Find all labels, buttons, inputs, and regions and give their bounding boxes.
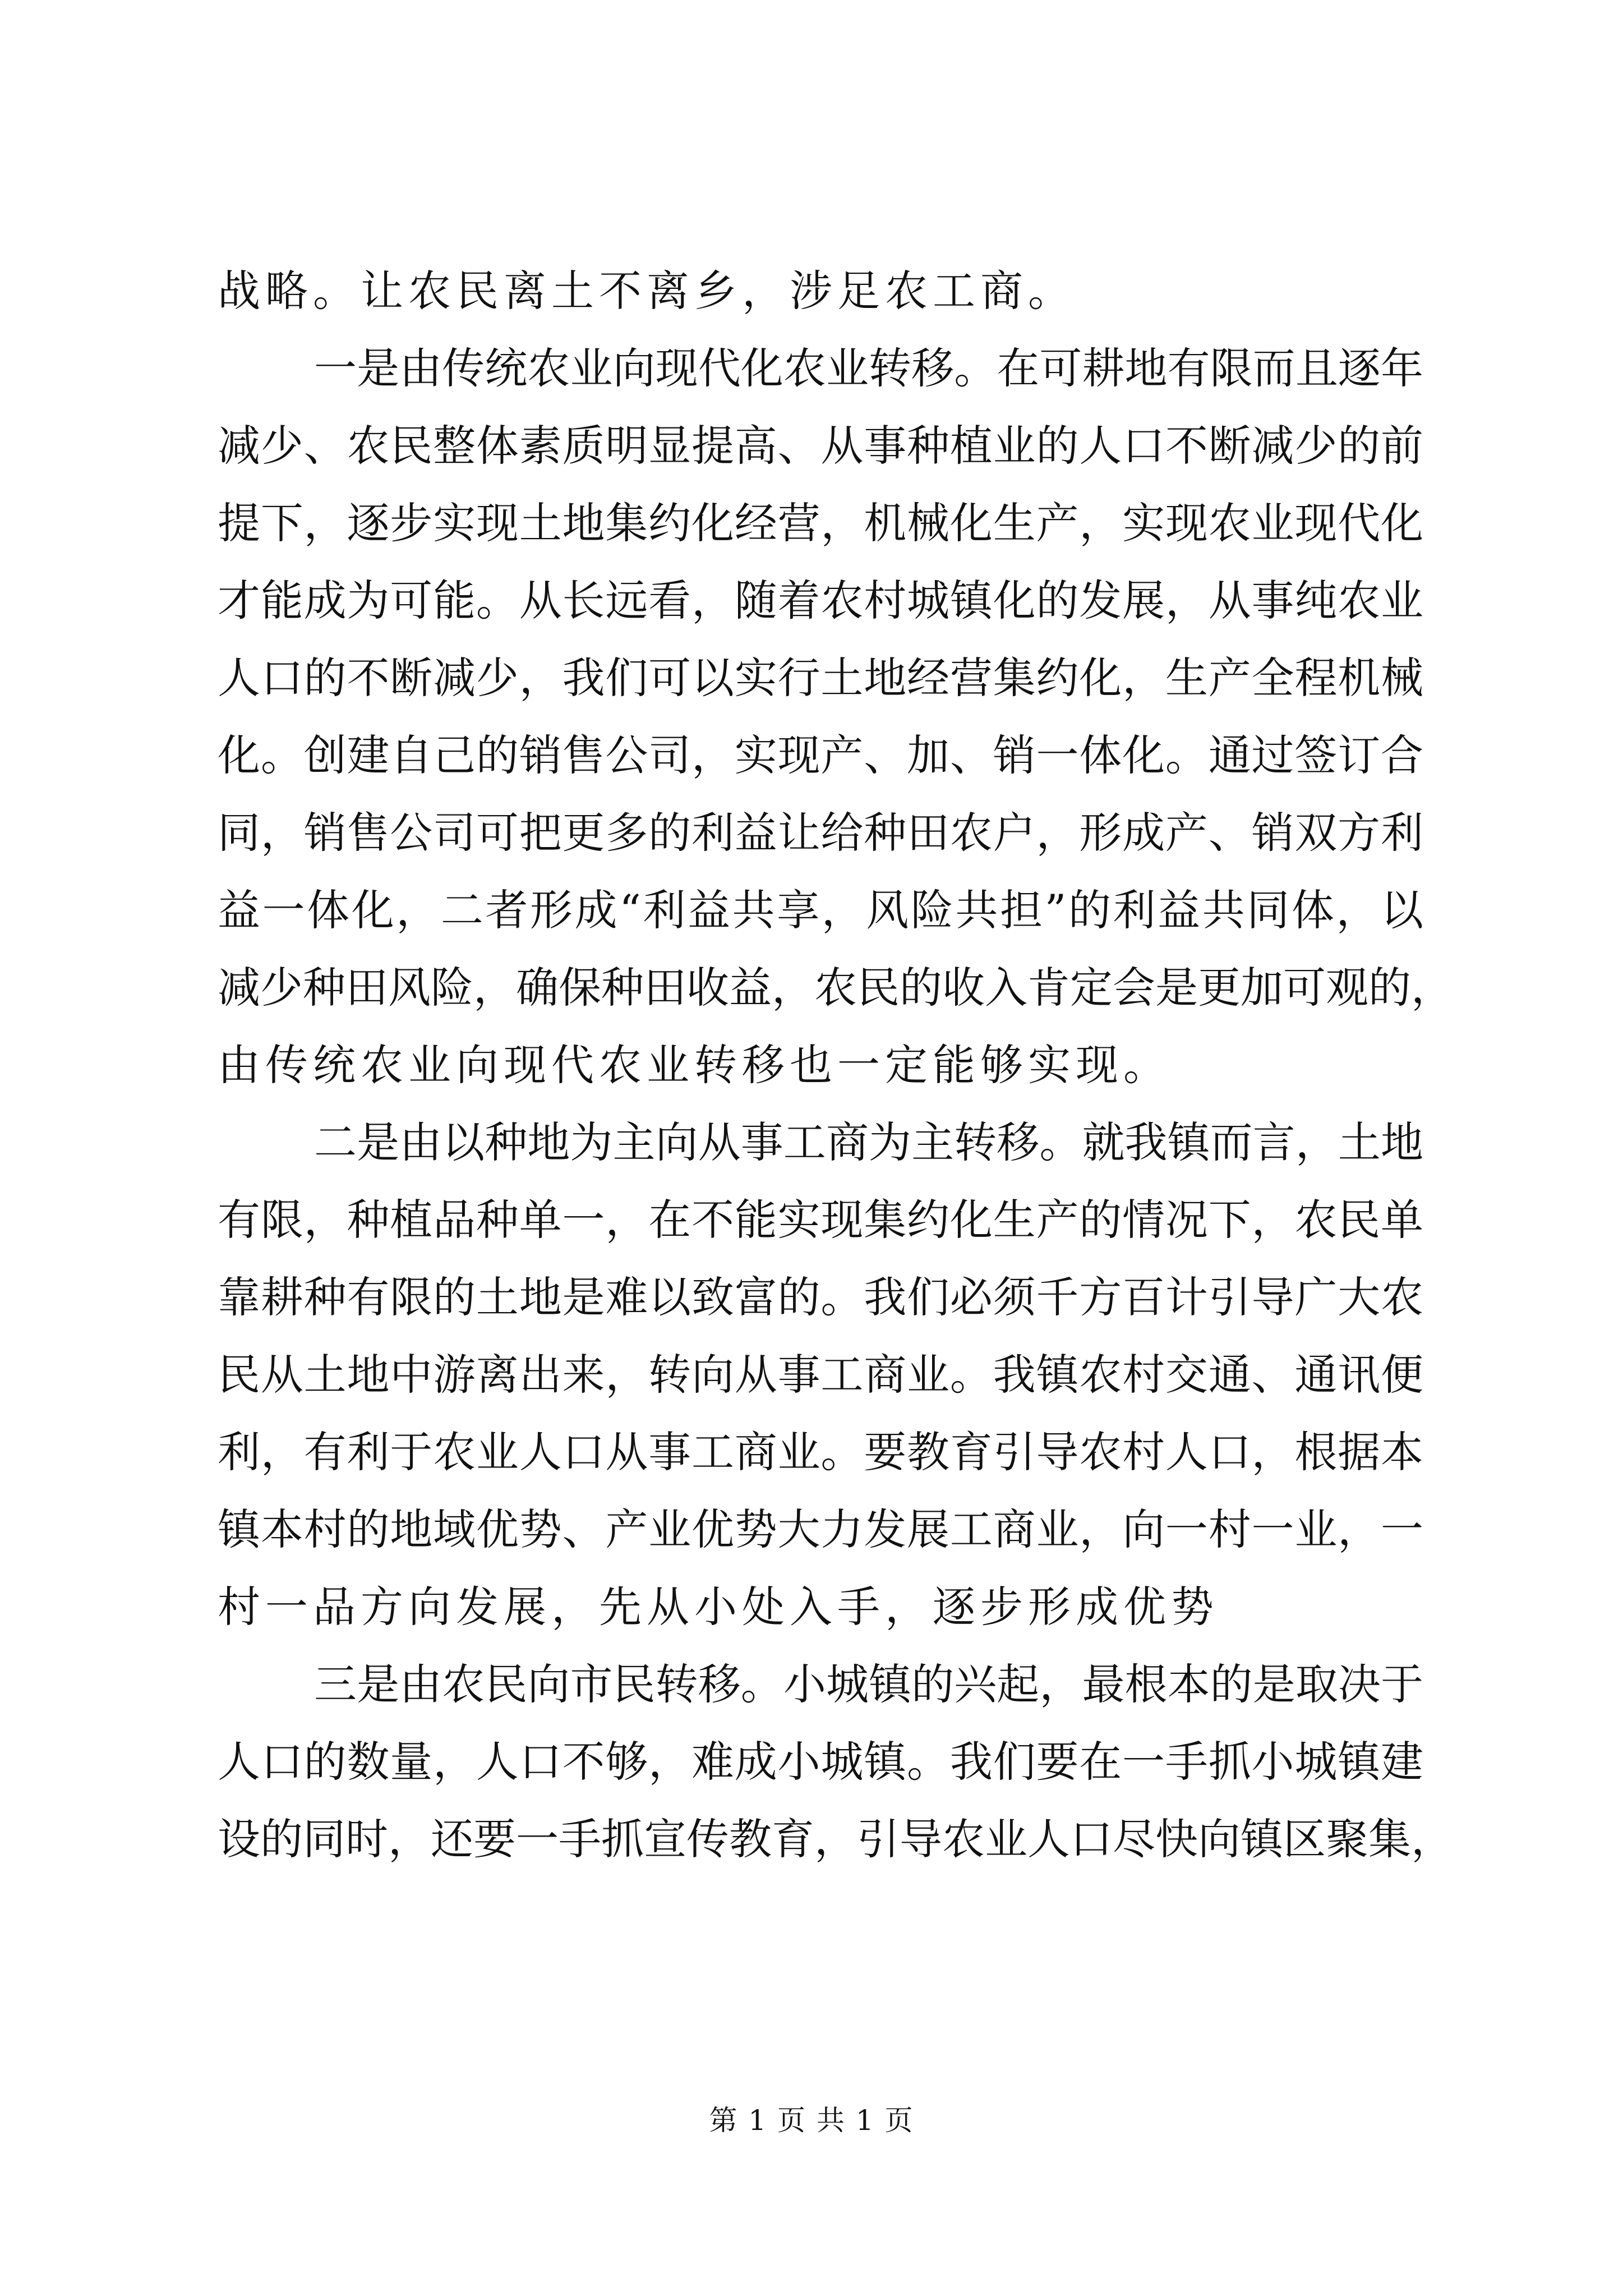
text-line: 才能成为可能。从长远看，随着农村城镇化的发展，从事纯农业 bbox=[218, 576, 1423, 625]
text-line: 人口的数量，人口不够，难成小城镇。我们要在一手抓小城镇建 bbox=[218, 1737, 1423, 1787]
document-body bbox=[218, 252, 1454, 1878]
paragraph-first-line: 一是由传统农业向现代化农业转移。在可耕地有限而且逐年 bbox=[314, 343, 1423, 393]
text-line: 同，销售公司可把更多的利益让给种田农户，形成产、销双方利 bbox=[218, 808, 1423, 858]
text-line: 有限，种植品种单一，在不能实现集约化生产的情况下，农民单 bbox=[218, 1195, 1423, 1245]
text-line: 设的同时，还要一手抓宣传教育，引导农业人口尽快向镇区聚集， bbox=[218, 1814, 1454, 1864]
text-line: 减少种田风险，确保种田收益，农民的收入肯定会是更加可观的， bbox=[218, 963, 1454, 1013]
text-line: 益一体化，二者形成“利益共享，风险共担”的利益共同体，以 bbox=[218, 885, 1423, 935]
text-line: 人口的不断减少，我们可以实行土地经营集约化，生产全程机械 bbox=[218, 653, 1423, 703]
text-line: 提下，逐步实现土地集约化经营，机械化生产，实现农业现代化 bbox=[218, 498, 1423, 548]
text-line: 靠耕种有限的土地是难以致富的。我们必须千方百计引导广大农 bbox=[218, 1272, 1423, 1322]
text-line: 由传统农业向现代农业转移也一定能够实现。 bbox=[218, 1040, 1171, 1090]
text-line: 镇本村的地域优势、产业优势大力发展工商业，向一村一业，一 bbox=[218, 1504, 1423, 1554]
text-line: 化。创建自己的销售公司，实现产、加、销一体化。通过签订合 bbox=[218, 730, 1423, 780]
text-line: 战略。让农民离土不离乡，涉足农工商。 bbox=[218, 266, 1076, 316]
paragraph-first-line: 二是由以种地为主向从事工商为主转移。就我镇而言，土地 bbox=[314, 1117, 1423, 1167]
text-line: 减少、农民整体素质明显提高、从事种植业的人口不断减少的前 bbox=[218, 421, 1423, 471]
text-line: 利，有利于农业人口从事工商业。要教育引导农村人口，根据本 bbox=[218, 1427, 1423, 1477]
page-number-footer: 第 1 页 共 1 页 bbox=[709, 2104, 914, 2137]
text-line: 村一品方向发展，先从小处入手，逐步形成优势 bbox=[218, 1582, 1219, 1632]
paragraph-first-line: 三是由农民向市民转移。小城镇的兴起，最根本的是取决于 bbox=[314, 1659, 1423, 1709]
text-line: 民从土地中游离出来，转向从事工商业。我镇农村交通、通讯便 bbox=[218, 1350, 1423, 1400]
